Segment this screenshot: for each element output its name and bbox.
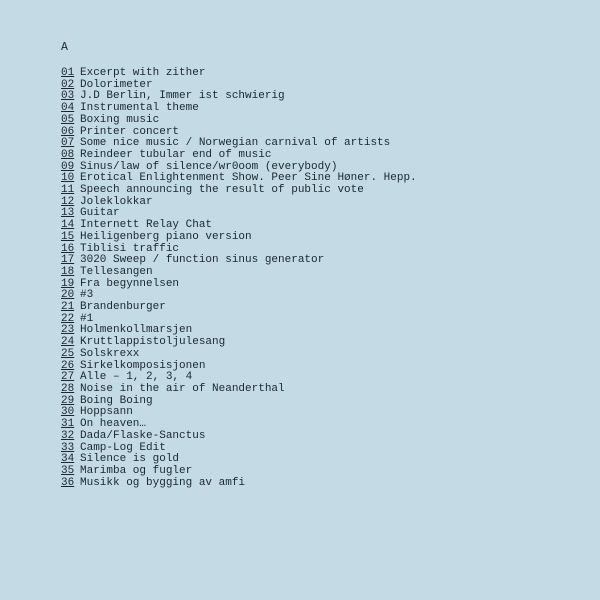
track-title: Noise in the air of Neanderthal (80, 382, 285, 395)
track-title: Boxing music (80, 113, 160, 126)
track-title: Joleklokkar (80, 195, 153, 208)
track-number: 05 (61, 113, 75, 126)
track-row (61, 185, 417, 197)
track-number: 10 (61, 172, 75, 185)
track-title: Sirkelkomposisjonen (80, 359, 206, 372)
track-title: Dolorimeter (80, 78, 153, 91)
track-row (61, 150, 417, 162)
track-row (61, 302, 417, 314)
track-row (61, 384, 417, 396)
track-row (61, 279, 417, 291)
track-number: 28 (61, 382, 75, 395)
track-number: 21 (61, 301, 75, 314)
track-row (61, 466, 417, 478)
track-number: 07 (61, 137, 75, 150)
track-number: 12 (61, 195, 75, 208)
track-number: 23 (61, 324, 75, 337)
track-title: Heiligenberg piano version (80, 230, 252, 243)
track-number: 02 (61, 78, 75, 91)
track-number: 15 (61, 230, 75, 243)
track-number: 16 (61, 242, 75, 255)
track-row (61, 431, 417, 443)
track-title: Printer concert (80, 125, 180, 138)
track-title: Speech announcing the result of public vote (80, 184, 364, 197)
track-number: 01 (61, 67, 75, 79)
track-number: 27 (61, 371, 75, 384)
track-title: Alle – 1, 2, 3, 4 (80, 371, 193, 384)
track-title: Erotical Enlightenment Show. Peer Sine Høner. Hepp. (80, 172, 417, 185)
track-title: Tellesangen (80, 265, 153, 278)
track-title: Marimba og fugler (80, 464, 193, 477)
track-title: Holmenkollmarsjen (80, 324, 193, 337)
track-number: 20 (61, 289, 75, 302)
track-number: 22 (61, 312, 75, 325)
track-number: 36 (61, 476, 75, 489)
track-number: 26 (61, 359, 75, 372)
track-number: 30 (61, 406, 75, 419)
track-number: 14 (61, 219, 75, 232)
track-title: On heaven… (80, 418, 147, 431)
track-row (61, 232, 417, 244)
track-row (61, 267, 417, 279)
track-title: J.D Berlin, Immer ist schwierig (80, 90, 285, 103)
track-title: Silence is gold (80, 453, 180, 466)
track-number: 03 (61, 90, 75, 103)
track-row (61, 115, 417, 127)
track-number: 34 (61, 453, 75, 466)
track-title: Instrumental theme (80, 102, 199, 115)
track-title: Boing Boing (80, 394, 153, 407)
track-number: 25 (61, 347, 75, 360)
track-title: Tiblisi traffic (80, 242, 180, 255)
track-number: 32 (61, 429, 75, 442)
track-title: Sinus/law of silence/wr0oom (everybody) (80, 160, 338, 173)
track-title: Guitar (80, 207, 120, 220)
track-number: 31 (61, 418, 75, 431)
track-title: Solskrexx (80, 347, 140, 360)
track-row (61, 349, 417, 361)
track-number: 09 (61, 160, 75, 173)
track-title: Excerpt with zither (80, 67, 206, 79)
track-title: Hoppsann (80, 406, 133, 419)
track-title: Camp-Log Edit (80, 441, 166, 454)
track-title: Reindeer tubular end of music (80, 148, 272, 161)
track-number: 18 (61, 265, 75, 278)
track-number: 35 (61, 464, 75, 477)
side-label: A (61, 41, 68, 54)
track-title: Some nice music / Norwegian carnival of artists (80, 137, 391, 150)
track-number: 08 (61, 148, 75, 161)
track-number: 17 (61, 254, 75, 267)
track-title: #3 (80, 289, 94, 302)
tracklist (61, 68, 417, 489)
track-number: 24 (61, 336, 75, 349)
track-number: 04 (61, 102, 75, 115)
track-number: 19 (61, 277, 75, 290)
track-title: #1 (80, 312, 94, 325)
track-title: Kruttlappistoljulesang (80, 336, 226, 349)
track-title: 3020 Sweep / function sinus generator (80, 254, 325, 267)
track-title: Brandenburger (80, 301, 166, 314)
track-number: 33 (61, 441, 75, 454)
track-row (61, 478, 417, 490)
track-title: Dada/Flaske-Sanctus (80, 429, 206, 442)
track-number: 29 (61, 394, 75, 407)
track-number: 11 (61, 184, 75, 197)
track-number: 13 (61, 207, 75, 220)
track-title: Internett Relay Chat (80, 219, 213, 232)
track-title: Fra begynnelsen (80, 277, 180, 290)
track-row (61, 68, 417, 80)
track-title: Musikk og bygging av amfi (80, 476, 246, 489)
track-number: 06 (61, 125, 75, 138)
